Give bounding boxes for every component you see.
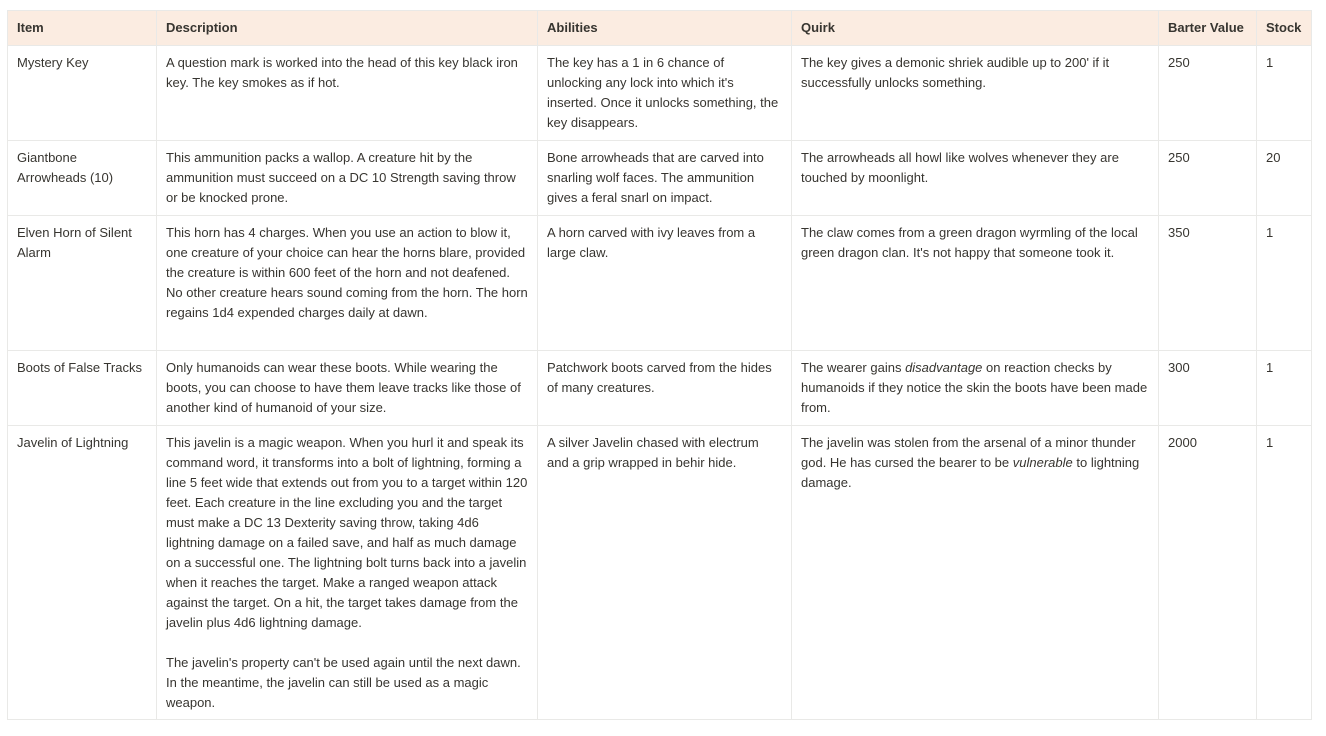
cell-stock[interactable]: 1 [1257,351,1312,426]
cell-item[interactable]: Mystery Key [8,46,157,141]
table-row [8,426,1312,720]
column-header-stock[interactable]: Stock [1257,11,1312,46]
cell-item[interactable]: Boots of False Tracks [8,351,157,426]
cell-quirk[interactable] [792,351,1159,426]
quirk-emphasis: vulnerable [1012,455,1073,470]
quirk-text: The wearer gains [801,360,906,375]
cell-abilities[interactable]: Bone arrowheads that are carved into snarling wolf faces. The ammunition gives a feral snarl on impact. [538,141,792,216]
column-header-abilities[interactable]: Abilities [538,11,792,46]
cell-barter-value[interactable]: 350 [1159,216,1257,351]
table-row [8,351,1312,426]
column-header-item[interactable]: Item [8,11,157,46]
cell-quirk[interactable]: The key gives a demonic shriek audible up to 200' if it successfully unlocks something. [792,46,1159,141]
cell-description[interactable]: This horn has 4 charges. When you use an action to blow it, one creature of your choice can hear the horns blare, provided the creature is within 600 feet of the horn and not deafened. No other creature hears sound coming from the horn. The horn regains 1d4 expended charges daily at dawn. [157,216,538,351]
quirk-text: The javelin was stolen from the arsenal of a minor thunder god. He has cursed the bearer to be [801,435,1136,470]
column-header-description[interactable]: Description [157,11,538,46]
items-table [7,10,1312,720]
cell-quirk[interactable]: The arrowheads all howl like wolves whenever they are touched by moonlight. [792,141,1159,216]
cell-barter-value[interactable]: 250 [1159,141,1257,216]
table-row [8,216,1312,351]
quirk-text: on reaction checks by humanoids if they notice the skin the boots have been made from. [801,360,1148,415]
quirk-emphasis: disadvantage [905,360,983,375]
cell-abilities[interactable]: A silver Javelin chased with electrum and a grip wrapped in behir hide. [538,426,792,720]
cell-description[interactable]: This ammunition packs a wallop. A creature hit by the ammunition must succeed on a DC 10 Strength saving throw or be knocked prone. [157,141,538,216]
quirk-text: to lightning damage. [801,455,1140,490]
description-paragraph: This javelin is a magic weapon. When you hurl it and speak its command word, it transforms into a bolt of lightning, forming a line 5 feet wide that extends out from you to a target within 120 feet. Each creature in the line excluding you and the target must make a DC 13 Dexterity saving throw, taking 4d6 lightning damage on a failed save, and half as much damage on a successful one. The lightning bolt turns back into a javelin when it reaches the target. Make a ranged weapon attack against the target. On a hit, the target takes damage from the javelin plus 4d6 lightning damage. [166,435,528,630]
description-paragraph: The javelin's property can't be used again until the next dawn. In the meantime, the javelin can still be used as a magic weapon. [166,655,521,710]
cell-barter-value[interactable]: 2000 [1159,426,1257,720]
cell-barter-value[interactable]: 250 [1159,46,1257,141]
cell-description[interactable]: Only humanoids can wear these boots. While wearing the boots, you can choose to have them leave tracks like those of another kind of humanoid of your size. [157,351,538,426]
cell-description[interactable]: A question mark is worked into the head of this key black iron key. The key smokes as if hot. [157,46,538,141]
table-row [8,141,1312,216]
header-row [8,11,1312,46]
cell-stock[interactable]: 20 [1257,141,1312,216]
cell-stock[interactable]: 1 [1257,216,1312,351]
cell-stock[interactable]: 1 [1257,46,1312,141]
cell-abilities[interactable]: Patchwork boots carved from the hides of many creatures. [538,351,792,426]
cell-item[interactable]: Elven Horn of Silent Alarm [8,216,157,351]
cell-stock[interactable]: 1 [1257,426,1312,720]
cell-abilities[interactable]: A horn carved with ivy leaves from a large claw. [538,216,792,351]
cell-quirk[interactable] [792,426,1159,720]
cell-item[interactable]: Giantbone Arrowheads (10) [8,141,157,216]
cell-barter-value[interactable]: 300 [1159,351,1257,426]
cell-item[interactable]: Javelin of Lightning [8,426,157,720]
cell-quirk[interactable]: The claw comes from a green dragon wyrmling of the local green dragon clan. It's not happy that someone took it. [792,216,1159,351]
column-header-quirk[interactable]: Quirk [792,11,1159,46]
table-row [8,46,1312,141]
column-header-barter-value[interactable]: Barter Value [1159,11,1257,46]
cell-abilities[interactable]: The key has a 1 in 6 chance of unlocking any lock into which it's inserted. Once it unlocks something, the key disappears. [538,46,792,141]
cell-description[interactable] [157,426,538,720]
